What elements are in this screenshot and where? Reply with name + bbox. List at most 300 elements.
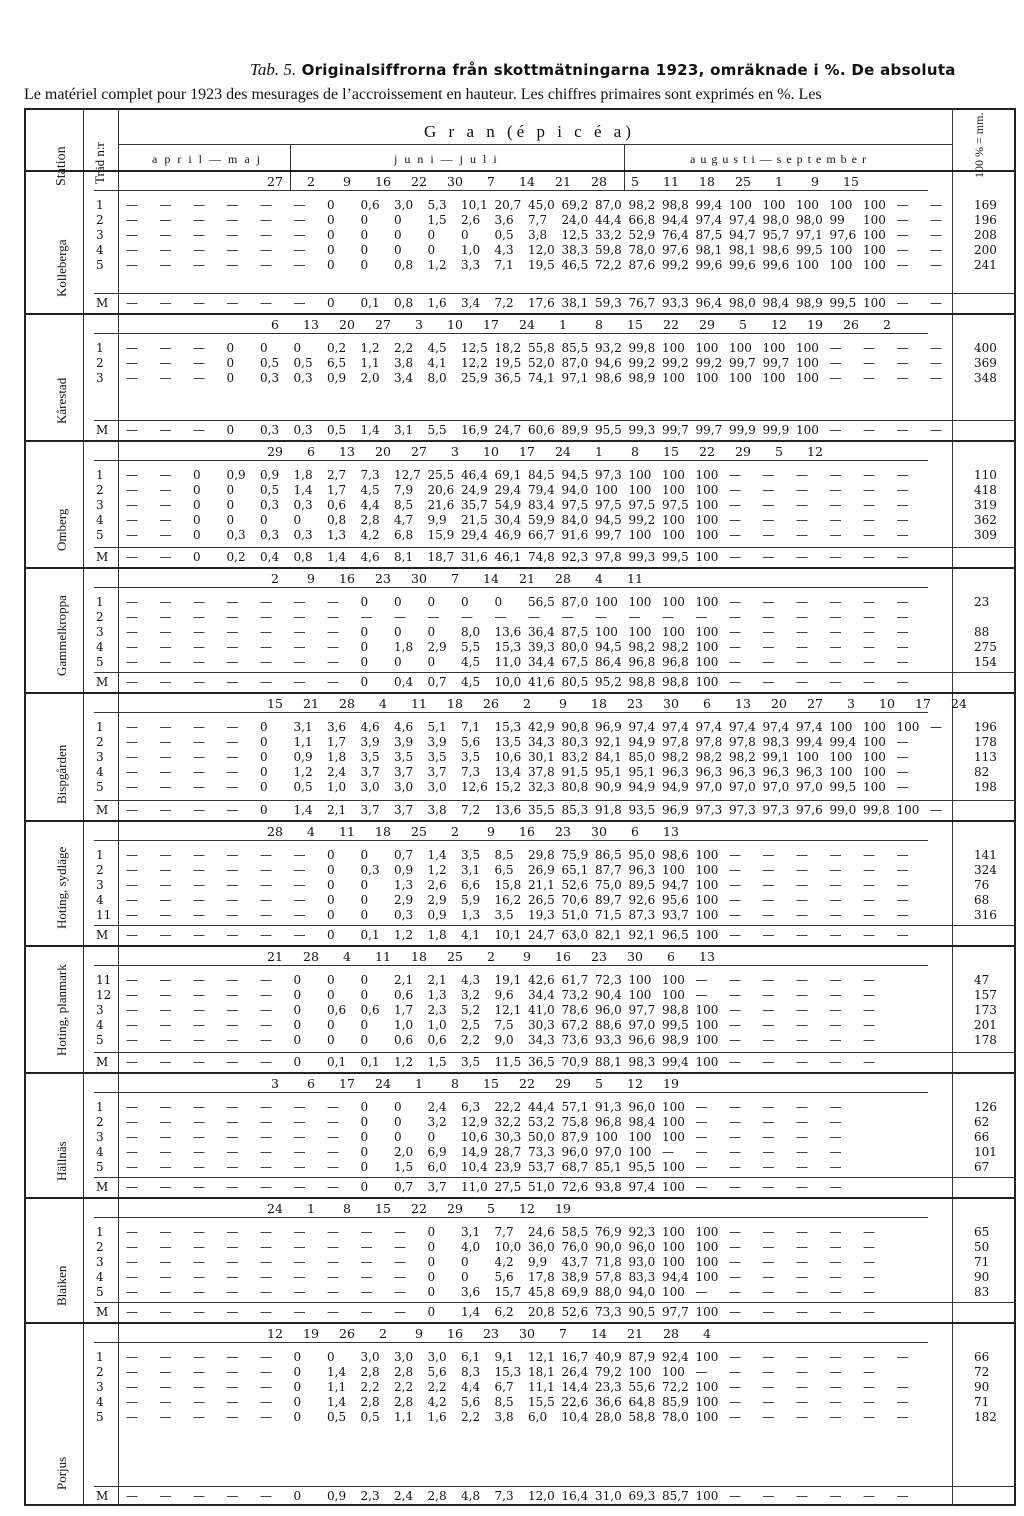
table-cell: — <box>260 1255 272 1269</box>
table-row <box>24 498 1016 512</box>
mean-cell: 95,5 <box>595 423 622 437</box>
mean-cell: 90,5 <box>628 1305 656 1319</box>
table-cell: — <box>126 595 138 609</box>
table-cell: 37,8 <box>528 765 555 779</box>
mean-cell: — <box>126 1055 138 1069</box>
table-cell: 78,0 <box>662 1410 689 1424</box>
table-cell: 13,5 <box>494 735 522 749</box>
table-cell: 6,6 <box>461 878 481 892</box>
date-label: 4 <box>595 571 603 586</box>
table-cell: 44,4 <box>595 213 622 227</box>
mean-cell: — <box>930 423 942 437</box>
table-cell: 12,1 <box>494 1003 522 1017</box>
table-cell: — <box>762 878 775 892</box>
date-label: 11 <box>411 696 427 711</box>
table-cell: 36,5 <box>494 371 522 385</box>
date-label: 14 <box>483 571 499 586</box>
table-cell: — <box>829 595 842 609</box>
table-cell: — <box>226 610 239 624</box>
table-cell: 0 <box>427 1130 436 1144</box>
table-cell: — <box>193 1018 205 1032</box>
table-cell: 7,9 <box>394 483 414 497</box>
table-cell: — <box>796 1410 808 1424</box>
station-section <box>24 170 1016 313</box>
tree-number: 1 <box>96 468 104 482</box>
tree-number: 1 <box>96 1350 104 1364</box>
table-cell: — <box>260 198 272 212</box>
table-cell: — <box>829 498 842 512</box>
table-cell: — <box>829 1240 842 1254</box>
table-cell: 8,3 <box>461 1365 481 1379</box>
table-cell: 71,8 <box>595 1255 622 1269</box>
table-cell: 6,1 <box>461 1350 481 1364</box>
table-cell: — <box>159 973 172 987</box>
table-cell: 100 <box>628 1145 652 1159</box>
table-cell: — <box>126 640 138 654</box>
mm-value: 319 <box>974 498 997 512</box>
mm-value: 348 <box>974 371 997 385</box>
table-cell: 7,7 <box>494 1225 514 1239</box>
table-cell: 24,9 <box>461 483 488 497</box>
table-cell: — <box>360 1270 373 1284</box>
tree-number: 5 <box>96 258 104 272</box>
table-cell: — <box>829 610 842 624</box>
table-cell: 92,6 <box>628 893 656 907</box>
date-label: 7 <box>487 174 495 189</box>
table-cell: 100 <box>829 720 853 734</box>
table-cell: 0 <box>360 258 369 272</box>
table-cell: — <box>930 258 942 272</box>
mean-cell: 0,8 <box>394 296 414 310</box>
mean-cell: 89,9 <box>561 423 589 437</box>
table-cell: 97,0 <box>595 1145 622 1159</box>
table-cell: 100 <box>628 1365 652 1379</box>
table-cell: 99,7 <box>762 356 790 370</box>
tree-number: 5 <box>96 780 104 794</box>
mean-cell: — <box>796 1055 808 1069</box>
table-cell: 23,3 <box>595 1380 622 1394</box>
table-cell: — <box>159 341 172 355</box>
tree-number: 5 <box>96 528 104 542</box>
mean-cell: 0 <box>327 296 335 310</box>
mm-value: 76 <box>974 878 990 892</box>
date-label: 1 <box>559 317 567 332</box>
table-cell: 3,2 <box>427 1115 447 1129</box>
date-label: 9 <box>307 571 315 586</box>
table-cell: — <box>226 1350 239 1364</box>
table-cell: — <box>159 243 172 257</box>
mean-cell: 99,7 <box>662 423 689 437</box>
mean-cell: — <box>159 1180 172 1194</box>
table-row <box>24 1033 1016 1047</box>
date-label: 15 <box>483 1076 499 1091</box>
table-cell: — <box>863 1270 875 1284</box>
table-cell: 86,4 <box>595 655 622 669</box>
table-cell: — <box>930 213 942 227</box>
table-cell: 1,7 <box>327 735 347 749</box>
table-cell: 9,0 <box>494 1033 514 1047</box>
mm-value: 178 <box>974 735 997 749</box>
mm-value: 72 <box>974 1365 990 1379</box>
table-cell: — <box>260 1270 272 1284</box>
table-cell: — <box>829 625 842 639</box>
table-cell: 97,1 <box>796 228 823 242</box>
table-cell: — <box>327 625 339 639</box>
tree-number: 3 <box>96 228 104 242</box>
table-cell: — <box>762 863 775 877</box>
mean-cell: — <box>829 675 842 689</box>
table-row <box>24 720 1016 734</box>
mean-cell: 1,6 <box>427 296 447 310</box>
table-row <box>24 1003 1016 1017</box>
table-cell: 0,9 <box>327 371 347 385</box>
table-cell: 0,3 <box>260 498 280 512</box>
table-cell: 99,8 <box>628 341 656 355</box>
table-cell: — <box>159 878 172 892</box>
table-cell: 100 <box>762 198 786 212</box>
table-cell: 5,3 <box>427 198 447 212</box>
table-cell: — <box>360 1240 373 1254</box>
table-cell: 0 <box>427 1255 436 1269</box>
table-cell: — <box>796 1100 808 1114</box>
table-row <box>24 973 1016 987</box>
header-august-september: a u g u s t i — s e p t e m b e r <box>690 152 867 166</box>
table-cell: 97,3 <box>595 468 622 482</box>
table-cell: 1,2 <box>293 765 313 779</box>
table-cell: — <box>193 371 205 385</box>
tree-number: 1 <box>96 341 104 355</box>
tree-number: 1 <box>96 1100 104 1114</box>
table-cell: — <box>260 1380 272 1394</box>
header-tree-number: Träd n:r <box>92 142 107 184</box>
table-cell: — <box>829 468 842 482</box>
table-cell: 6,5 <box>494 863 514 877</box>
table-cell: — <box>863 640 875 654</box>
table-cell: 97,1 <box>561 371 589 385</box>
table-cell: 98,6 <box>595 371 622 385</box>
table-cell: — <box>293 228 306 242</box>
date-label: 11 <box>339 824 355 839</box>
date-label: 1 <box>415 1076 423 1091</box>
mean-cell: — <box>729 1305 741 1319</box>
table-cell: — <box>729 863 741 877</box>
mean-cell: 98,9 <box>796 296 823 310</box>
table-cell: 100 <box>863 750 886 764</box>
table-cell: 0 <box>360 228 369 242</box>
table-cell: — <box>193 720 205 734</box>
date-label: 8 <box>451 1076 459 1091</box>
table-cell: 6,8 <box>394 528 414 542</box>
table-cell: 99,7 <box>729 356 756 370</box>
table-cell: 100 <box>695 483 719 497</box>
table-cell: 25,9 <box>461 371 488 385</box>
table-cell: — <box>829 863 842 877</box>
table-cell: — <box>193 1285 205 1299</box>
table-cell: 1,3 <box>461 908 481 922</box>
table-cell: 1,7 <box>327 483 347 497</box>
date-label: 9 <box>811 174 819 189</box>
table-cell: — <box>829 1350 842 1364</box>
date-label: 19 <box>807 317 823 332</box>
tree-number: 11 <box>96 908 112 922</box>
table-cell: 0 <box>327 1033 335 1047</box>
date-label: 13 <box>339 444 355 459</box>
table-cell: — <box>126 498 138 512</box>
table-cell: 43,7 <box>561 1255 589 1269</box>
table-cell: 97,4 <box>762 720 790 734</box>
table-cell: 56,5 <box>528 595 555 609</box>
table-cell: 3,0 <box>427 780 447 794</box>
table-cell: — <box>829 1255 842 1269</box>
mm-value: 369 <box>974 356 997 370</box>
table-cell: — <box>260 908 272 922</box>
table-cell: — <box>293 1285 306 1299</box>
table-cell: 0 <box>394 655 402 669</box>
table-cell: 9,9 <box>427 513 447 527</box>
table-cell: — <box>729 988 741 1002</box>
table-cell: — <box>159 371 172 385</box>
mean-cell: 98,8 <box>628 675 656 689</box>
table-cell: 6,3 <box>461 1100 481 1114</box>
table-cell: 83,3 <box>628 1270 656 1284</box>
table-cell: 100 <box>695 371 719 385</box>
table-cell: 94,4 <box>662 1270 689 1284</box>
mean-cell: — <box>729 1489 741 1503</box>
table-cell: 1,2 <box>360 341 380 355</box>
mean-cell: 0 <box>193 550 201 564</box>
table-cell: 3,2 <box>461 988 481 1002</box>
table-cell: — <box>394 1270 406 1284</box>
table-cell: 98,2 <box>662 750 689 764</box>
table-cell: — <box>260 1003 272 1017</box>
table-cell: 0 <box>360 213 369 227</box>
table-cell: 100 <box>628 468 652 482</box>
table-cell: — <box>159 498 172 512</box>
table-cell: — <box>226 720 239 734</box>
header-april-may: a p r i l — m a j <box>152 152 262 166</box>
mean-cell: 93,8 <box>595 1180 622 1194</box>
table-cell: 73,2 <box>561 988 589 1002</box>
table-row <box>24 878 1016 892</box>
table-cell: — <box>159 228 172 242</box>
table-cell: — <box>193 1160 205 1174</box>
date-label: 7 <box>559 1326 567 1341</box>
mean-cell: 16,4 <box>561 1489 589 1503</box>
table-cell: — <box>159 988 172 1002</box>
table-cell: 100 <box>662 595 685 609</box>
table-cell: 2,2 <box>394 1380 414 1394</box>
table-cell: — <box>126 1033 138 1047</box>
table-cell: 0 <box>327 893 335 907</box>
table-cell: — <box>729 893 741 907</box>
table-cell: 4,5 <box>461 655 481 669</box>
mean-cell: 1,4 <box>461 1305 481 1319</box>
table-cell: 100 <box>662 483 685 497</box>
table-cell: 72,3 <box>595 973 622 987</box>
table-cell: — <box>226 1365 239 1379</box>
mean-cell: — <box>796 1489 808 1503</box>
mean-cell: 99,8 <box>863 803 890 817</box>
table-cell: 3,9 <box>360 735 380 749</box>
tree-number: 1 <box>96 720 104 734</box>
table-cell: — <box>293 848 306 862</box>
table-cell: — <box>762 893 775 907</box>
mean-cell: — <box>159 1489 172 1503</box>
table-cell: — <box>829 1130 842 1144</box>
table-cell: — <box>695 1100 708 1114</box>
table-cell: — <box>159 908 172 922</box>
table-cell: — <box>226 640 239 654</box>
date-label: 16 <box>519 824 535 839</box>
table-cell: — <box>126 1160 138 1174</box>
table-cell: 0 <box>360 1033 369 1047</box>
table-cell: — <box>226 1130 239 1144</box>
mean-cell: 31,6 <box>461 550 488 564</box>
table-cell: 87,5 <box>695 228 723 242</box>
table-cell: — <box>126 908 138 922</box>
table-cell: — <box>293 610 306 624</box>
table-cell: — <box>762 655 775 669</box>
table-cell: 85,0 <box>628 750 656 764</box>
mean-cell: — <box>159 296 172 310</box>
mean-cell: — <box>829 1180 842 1194</box>
table-cell: 10,1 <box>461 198 488 212</box>
table-cell: 21,1 <box>528 878 555 892</box>
table-cell: 7,1 <box>494 258 514 272</box>
table-cell: — <box>260 893 272 907</box>
tree-number: 5 <box>96 1285 104 1299</box>
tree-number: 1 <box>96 848 104 862</box>
date-label: 2 <box>307 174 315 189</box>
table-cell: 96,3 <box>796 765 823 779</box>
table-cell: 96,8 <box>662 655 689 669</box>
table-cell: 53,7 <box>528 1160 555 1174</box>
table-cell: — <box>126 1350 138 1364</box>
mean-cell: 7,2 <box>461 803 481 817</box>
table-cell: 0,5 <box>494 228 514 242</box>
mm-value: 90 <box>974 1270 990 1284</box>
table-cell: 98,6 <box>762 243 790 257</box>
table-cell: 100 <box>662 371 685 385</box>
table-cell: — <box>126 780 138 794</box>
table-cell: — <box>327 1100 339 1114</box>
table-cell: — <box>528 610 540 624</box>
table-cell: 98,1 <box>729 243 756 257</box>
table-cell: 0 <box>327 908 335 922</box>
mean-cell: 27,5 <box>494 1180 522 1194</box>
mean-cell: — <box>126 803 138 817</box>
mean-cell: — <box>226 675 239 689</box>
table-cell: 96,0 <box>628 1100 656 1114</box>
table-cell: 93,7 <box>662 908 689 922</box>
table-cell: 88,6 <box>595 1018 622 1032</box>
table-cell: — <box>126 1003 138 1017</box>
table-cell: — <box>796 1115 808 1129</box>
table-cell: 100 <box>662 863 685 877</box>
table-cell: — <box>896 341 909 355</box>
table-cell: — <box>863 1365 875 1379</box>
mean-cell: 0 <box>293 1055 302 1069</box>
table-cell: — <box>896 655 909 669</box>
mm-value: 275 <box>974 640 997 654</box>
table-cell: — <box>863 988 875 1002</box>
table-cell: — <box>762 988 775 1002</box>
table-cell: — <box>126 1130 138 1144</box>
table-cell: 100 <box>695 595 719 609</box>
table-cell: — <box>796 1380 808 1394</box>
table-cell: 8,0 <box>427 371 447 385</box>
table-cell: — <box>796 1395 808 1409</box>
table-cell: 8,5 <box>394 498 414 512</box>
table-cell: — <box>260 878 272 892</box>
table-cell: 0 <box>394 228 402 242</box>
table-cell: — <box>662 1145 674 1159</box>
station-section <box>24 313 1016 440</box>
table-cell: — <box>863 1395 875 1409</box>
mm-value: 316 <box>974 908 997 922</box>
table-cell: 1,3 <box>427 988 447 1002</box>
table-cell: 67,2 <box>561 1018 589 1032</box>
tree-number: 3 <box>96 1130 104 1144</box>
table-cell: — <box>293 878 306 892</box>
table-cell: — <box>226 1285 239 1299</box>
table-cell: — <box>829 973 842 987</box>
table-cell: 3,6 <box>494 213 514 227</box>
table-cell: 0 <box>461 595 469 609</box>
table-cell: — <box>159 1033 172 1047</box>
table-cell: 2,4 <box>427 1100 447 1114</box>
tree-number: 3 <box>96 1003 104 1017</box>
table-cell: 1,1 <box>327 1380 347 1394</box>
mean-cell: 80,5 <box>561 675 589 689</box>
mean-cell: 100 <box>796 423 819 437</box>
table-cell: 32,2 <box>494 1115 522 1129</box>
table-cell: 0 <box>360 878 369 892</box>
table-cell: — <box>126 468 138 482</box>
table-cell: 100 <box>662 625 685 639</box>
mm-value: 126 <box>974 1100 997 1114</box>
table-cell: — <box>193 213 205 227</box>
table-cell: — <box>293 1115 306 1129</box>
table-cell: — <box>293 1130 306 1144</box>
table-cell: — <box>829 1225 842 1239</box>
mean-cell: 100 <box>695 928 719 942</box>
table-cell: — <box>327 595 339 609</box>
table-cell: 1,2 <box>427 258 447 272</box>
mean-cell: — <box>159 423 172 437</box>
mean-cell: — <box>327 1180 339 1194</box>
table-cell: — <box>193 735 205 749</box>
date-label: 9 <box>343 174 351 189</box>
table-cell: 0 <box>360 655 369 669</box>
table-cell: 0,6 <box>394 1033 414 1047</box>
mean-cell: — <box>193 423 205 437</box>
mean-cell: 0,1 <box>360 296 380 310</box>
table-cell: 0 <box>293 1003 302 1017</box>
table-cell: — <box>796 498 808 512</box>
table-cell: — <box>695 1285 708 1299</box>
table-cell: — <box>226 258 239 272</box>
table-cell: — <box>896 848 909 862</box>
table-cell: 0 <box>360 908 369 922</box>
mm-value: 66 <box>974 1130 990 1144</box>
table-cell: — <box>796 1285 808 1299</box>
table-cell: 100 <box>662 1240 685 1254</box>
mean-cell: 46,1 <box>494 550 522 564</box>
table-cell: 2,8 <box>394 1365 414 1379</box>
mean-cell: 1,2 <box>394 928 414 942</box>
table-cell: — <box>327 1270 339 1284</box>
